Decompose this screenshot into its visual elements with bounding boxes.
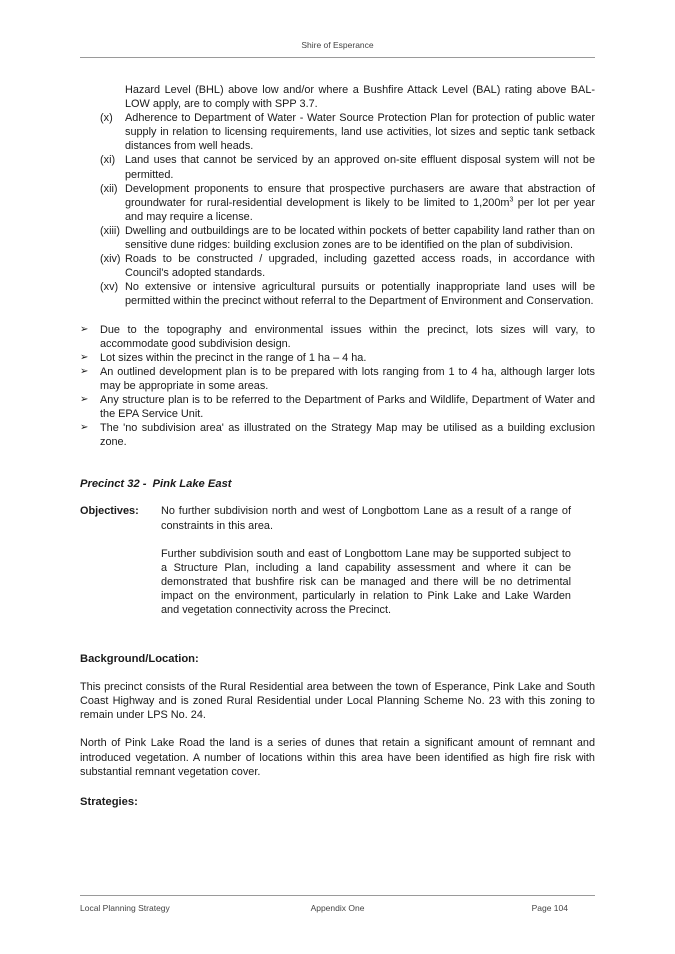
item-text	[125, 182, 595, 224]
superscript: 3	[509, 196, 514, 204]
background-heading: Background/Location:	[80, 653, 199, 666]
strategies-heading: Strategies:	[80, 795, 138, 808]
precinct-heading	[80, 477, 595, 491]
bullet-text: An outlined development plan is to be prepared with lots ranging from 1 to 4 ha, although larger lots may be appropriate in some areas.	[100, 365, 595, 392]
item-number: (xii)	[100, 182, 118, 195]
arrow-bullet-icon: ➢	[80, 422, 89, 434]
objective-paragraph: No further subdivision north and west of Longbottom Lane as a result of a range of constraints in this area.	[161, 505, 571, 532]
objective-paragraph: Further subdivision south and east of Longbottom Lane may be supported subject to a Structure Plan, including a land capability assessment and where it can be demonstrated that bushfire risk can be managed and there will be no detrimental impact on the environment, particularly in relation to Pink Lake and Lake Warden and vegetation connectivity across the Precinct.	[161, 547, 571, 616]
bullet-text: The 'no subdivision area' as illustrated on the Strategy Map may be utilised as a building exclusion zone.	[100, 422, 595, 449]
numbered-item	[80, 153, 595, 181]
arrow-bullet-icon: ➢	[80, 365, 89, 377]
arrow-bullet-icon: ➢	[80, 351, 89, 363]
bullet-item	[80, 365, 595, 393]
numbered-item	[80, 280, 595, 308]
item-number: (xiv)	[100, 253, 121, 266]
bullet-item	[80, 351, 595, 365]
item-text: Roads to be constructed / upgraded, including gazetted access roads, in accordance with Council's adopted standards.	[125, 253, 595, 280]
header-divider	[80, 57, 595, 58]
numbered-item	[80, 111, 595, 153]
numbered-item	[80, 182, 595, 224]
item-number: (xi)	[100, 154, 116, 167]
item-number: (xv)	[100, 281, 119, 294]
objectives-label: Objectives:	[80, 505, 139, 518]
background-paragraph: North of Pink Lake Road the land is a series of dunes that retain a significant amount of remnant and introduced vegetation. A number of locations within this area have been identified as high fire risk with substantial remnant vegetation cover.	[80, 737, 595, 778]
arrow-bullet-icon: ➢	[80, 323, 89, 335]
footer-document-title: Local Planning Strategy	[80, 903, 170, 913]
numbered-item	[80, 252, 595, 280]
item-text-part: per lot per year and may require a license.	[125, 196, 595, 223]
objectives-body	[161, 504, 571, 631]
precinct-label: Precinct 32 -	[80, 478, 147, 491]
header-title: Shire of Esperance	[301, 40, 374, 50]
bullet-list	[80, 323, 595, 450]
precinct-name: Pink Lake East	[152, 478, 232, 491]
item-text: Adherence to Department of Water - Water Source Protection Plan for protection of public water supply in relation to licensing requirements, land use activities, lot sizes and septic tank setback distances from well heads.	[125, 112, 595, 153]
bullet-text: Lot sizes within the precinct in the range of 1 ha – 4 ha.	[100, 351, 367, 364]
bullet-item	[80, 323, 595, 351]
bullet-item	[80, 421, 595, 449]
item-text-part: Development proponents to ensure that prospective purchasers are aware that abstraction of groundwater for rural-residential development is likely to be limited to 1,200m	[125, 182, 595, 209]
numbered-item	[80, 224, 595, 252]
bullet-text: Due to the topography and environmental issues within the precinct, lots sizes will vary, to accommodate good subdivision design.	[100, 323, 595, 350]
footer-page-number: Page 104	[531, 903, 568, 913]
bullet-item	[80, 393, 595, 421]
page-header	[80, 40, 595, 50]
item-text: Land uses that cannot be serviced by an approved on-site effluent disposal system will not be permitted.	[125, 154, 595, 181]
item-number: (xiii)	[100, 224, 120, 237]
bullet-text: Any structure plan is to be referred to the Department of Parks and Wildlife, Department of Water and the EPA Service Unit.	[100, 393, 595, 421]
item-number: (x)	[100, 112, 113, 125]
arrow-bullet-icon: ➢	[80, 393, 89, 405]
item-text: No extensive or intensive agricultural pursuits or potentially inappropriate land uses will be permitted within the precinct without referral to the Department of Environment and Conservation.	[125, 281, 595, 308]
item-text: Dwelling and outbuildings are to be located within pockets of better capability land rather than on sensitive dune ridges: building exclusion zones are to be identified on the plan of subdivision.	[125, 224, 595, 252]
footer-appendix: Appendix One	[310, 903, 365, 913]
document-body	[80, 83, 595, 809]
background-paragraph: This precinct consists of the Rural Residential area between the town of Esperance, Pink Lake and South Coast Highway and is zoned Rural Residential under Local Planning Scheme No. 23 with this zoning to remain under LPS No. 24.	[80, 681, 595, 722]
numbered-item-continuation: Hazard Level (BHL) above low and/or where a Bushfire Attack Level (BAL) rating above BAL-LOW apply, are to comply with SPP 3.7.	[125, 84, 595, 111]
objectives-section	[80, 504, 595, 631]
footer-divider	[80, 895, 595, 896]
